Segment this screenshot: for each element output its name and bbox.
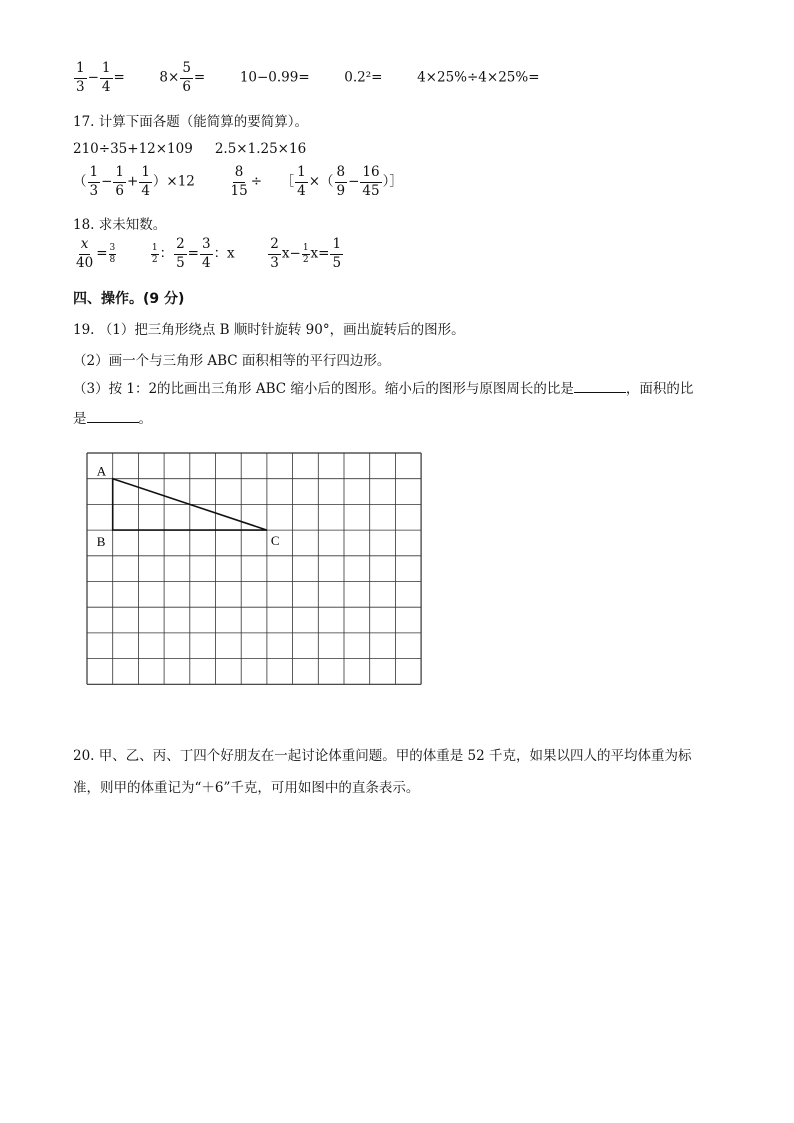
q17-line2: （ $\frac{1}{3}$ − $\frac{1}{6}$ + $\frac{1}{4}$ ）×12 $\frac{8}{15}$ ÷ ［ $\frac{1}{4}$ ×（ $\frac{8}{9}$ − $\frac{16}{45}$ ）］ <box>73 164 403 199</box>
q17-title: 17. 计算下面各题（能简算的要简算）。 <box>73 114 309 130</box>
fraction: $\frac{1}{3}$ <box>76 60 85 95</box>
expr-4: 0.2²= <box>344 69 383 86</box>
fraction: $\frac{5}{6}$ <box>182 60 191 95</box>
label-c: C <box>270 533 280 549</box>
expr-3: 10−0.99= <box>239 69 310 86</box>
section-heading: 四、操作。(9 分) <box>73 291 185 307</box>
grid-lines <box>87 453 421 684</box>
answer-blank[interactable] <box>574 380 626 393</box>
fraction: $\frac{1}{4}$ <box>101 60 111 95</box>
label-b: B <box>96 534 106 550</box>
q18-title: 18. 求未知数。 <box>73 217 167 233</box>
answer-blank[interactable] <box>87 410 139 423</box>
q18-equations: $\frac{x}{40}$ = $\frac{3}{8}$ $\frac{1}{2}$ ： $\frac{2}{5}$ = $\frac{3}{4}$ ：x $\frac{2}{3}$ x− $\frac{1}{2}$ x= $\frac{1}{5}$ <box>76 236 342 271</box>
grid-figure <box>82 448 427 693</box>
expr-5: 4×25%÷4×25%= <box>417 69 540 86</box>
q19-part1: 19. （1）把三角形绕点 B 顺时针旋转 90°，画出旋转后的图形。 <box>73 322 465 338</box>
q19-part3: （3）按 1：2的比画出三角形 ABC 缩小后的图形。缩小后的图形与原图周长的比是 ，面积的比 是 。 <box>73 381 694 427</box>
arith-row: $\frac{1}{3}$ − $\frac{1}{4}$ = 8× $\frac{5}{6}$ = 10−0.99= 0.2²= 4×25%÷4×25%= <box>76 60 540 95</box>
q20-line1: 20. 甲、乙、丙、丁四个好朋友在一起讨论体重问题。甲的体重是 52 千克，如果以四人的平均体重为标 <box>73 748 692 764</box>
q17-line1: 210÷35+12×109 2.5×1.25×16 <box>73 141 307 157</box>
q19-part2: （2）画一个与三角形 ABC 面积相等的平行四边形。 <box>73 353 391 369</box>
q20-line2: 准，则甲的体重记为“＋6”千克，可用如图中的直条表示。 <box>73 780 420 796</box>
label-a: A <box>96 463 107 479</box>
